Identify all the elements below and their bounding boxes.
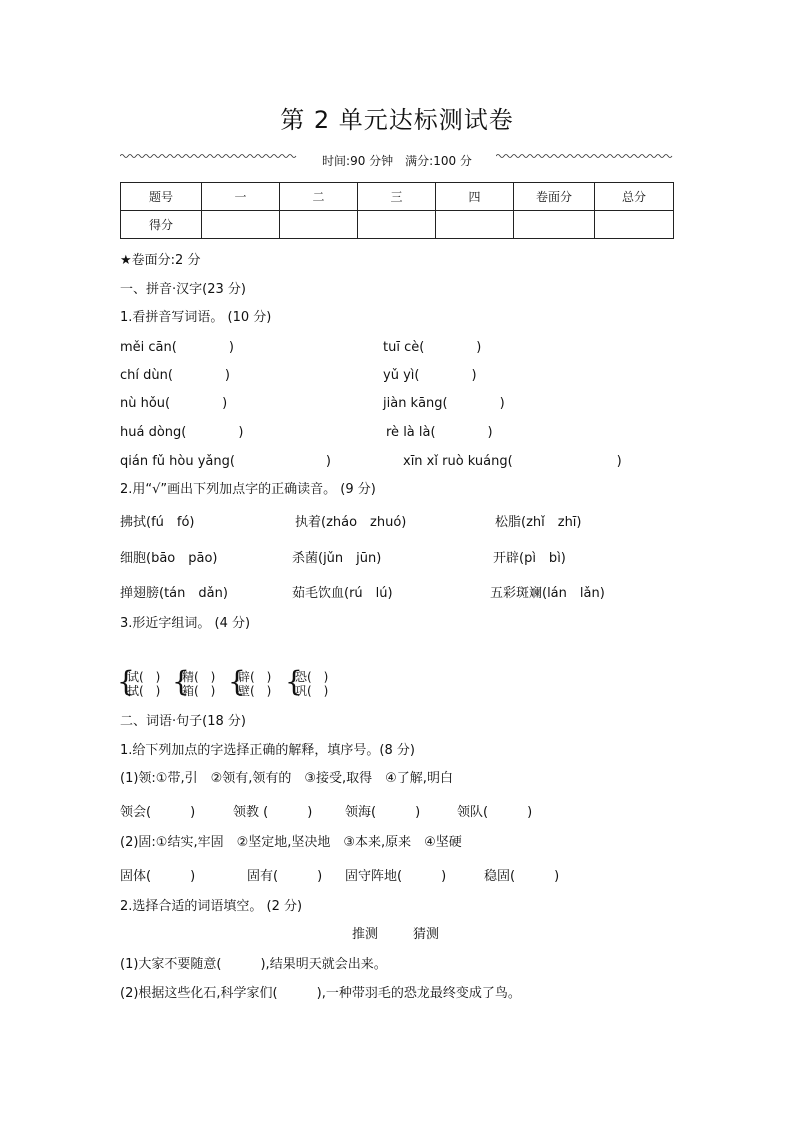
word-item[interactable]: 稳固( ) <box>484 869 560 884</box>
brace-icon: { <box>172 665 190 698</box>
word-item[interactable]: 领会( ) <box>120 805 196 820</box>
pinyin-item[interactable]: rè là là( ) <box>386 425 493 440</box>
word-item[interactable]: 领队( ) <box>457 805 533 820</box>
char-item[interactable]: 拭( ) <box>127 684 161 698</box>
pinyin-item[interactable]: yǔ yì( ) <box>383 368 477 383</box>
q1-prompt: 1.看拼音写词语。 (10 分) <box>120 310 272 325</box>
reading-item[interactable]: 杀菌(jǔn jūn) <box>292 551 382 566</box>
score-cell[interactable] <box>436 211 514 239</box>
decorative-wave-right <box>496 153 674 159</box>
pinyin-item[interactable]: nù hǒu( ) <box>120 396 228 411</box>
neatness-note: ★卷面分:2 分 <box>120 253 201 268</box>
word-option: 猜测 <box>413 927 440 942</box>
section2-heading: 二、词语·句子(18 分) <box>120 714 246 729</box>
char-group[interactable] <box>295 670 328 698</box>
char-item[interactable]: 箱( ) <box>182 684 216 698</box>
word-item[interactable]: 领教 ( ) <box>233 805 313 820</box>
score-header-row <box>121 183 674 211</box>
reading-item[interactable]: 细胞(bāo pāo) <box>120 551 218 566</box>
s2-q2-prompt: 2.选择合适的词语填空。 (2 分) <box>120 899 303 914</box>
score-header-cell: 二 <box>280 183 358 211</box>
definition-gu: (2)固:①结实,牢固 ②坚定地,坚决地 ③本来,原来 ④坚硬 <box>120 835 462 850</box>
score-header-cell: 卷面分 <box>514 183 595 211</box>
pinyin-item[interactable]: měi cān( ) <box>120 340 234 355</box>
reading-item[interactable]: 松脂(zhǐ zhī) <box>495 515 582 530</box>
char-item[interactable]: 巩( ) <box>295 684 329 698</box>
score-table <box>120 182 674 239</box>
word-item[interactable]: 固有( ) <box>247 869 323 884</box>
score-cell[interactable] <box>514 211 595 239</box>
reading-item[interactable]: 开辟(pì bì) <box>493 551 566 566</box>
q3-prompt: 3.形近字组词。 (4 分) <box>120 616 251 631</box>
page-title: 第 2 单元达标测试卷 <box>280 106 514 134</box>
word-item[interactable]: 领海( ) <box>345 805 421 820</box>
brace-icon: { <box>117 665 135 698</box>
char-item[interactable]: 试( ) <box>127 670 161 684</box>
word-option: 推测 <box>352 927 379 942</box>
pinyin-item[interactable]: huá dòng( ) <box>120 425 244 440</box>
char-group[interactable] <box>182 670 215 698</box>
char-item[interactable]: 壁( ) <box>238 684 272 698</box>
pinyin-item[interactable]: qián fǔ hòu yǎng( ) <box>120 454 332 469</box>
pinyin-item[interactable]: chí dùn( ) <box>120 368 231 383</box>
char-item[interactable]: 恐( ) <box>295 670 329 684</box>
reading-item[interactable]: 掸翅膀(tán dǎn) <box>120 586 228 601</box>
score-cell[interactable] <box>358 211 436 239</box>
score-cell[interactable] <box>202 211 280 239</box>
reading-item[interactable]: 茹毛饮血(rú lú) <box>292 586 393 601</box>
sentence-item[interactable]: (2)根据这些化石,科学家们( ),一种带羽毛的恐龙最终变成了鸟。 <box>120 986 521 1001</box>
score-cell[interactable] <box>595 211 674 239</box>
pinyin-item[interactable]: xīn xǐ ruò kuáng( ) <box>403 454 622 469</box>
score-row-label: 得分 <box>121 211 202 239</box>
brace-icon: { <box>285 665 303 698</box>
char-group[interactable] <box>127 670 160 698</box>
score-header-cell: 三 <box>358 183 436 211</box>
reading-item[interactable]: 执着(zháo zhuó) <box>295 515 407 530</box>
score-header-cell: 一 <box>202 183 280 211</box>
q2-prompt: 2.用“√”画出下列加点字的正确读音。 (9 分) <box>120 482 376 497</box>
sentence-item[interactable]: (1)大家不要随意( ),结果明天就会出来。 <box>120 957 387 972</box>
reading-item[interactable]: 五彩斑斓(lán lǎn) <box>490 586 605 601</box>
score-value-row <box>121 211 674 239</box>
char-item[interactable]: 精( ) <box>182 670 216 684</box>
score-cell[interactable] <box>280 211 358 239</box>
score-header-cell: 总分 <box>595 183 674 211</box>
section1-heading: 一、拼音·汉字(23 分) <box>120 282 246 297</box>
score-header-cell: 题号 <box>121 183 202 211</box>
word-item[interactable]: 固体( ) <box>120 869 196 884</box>
char-item[interactable]: 辟( ) <box>238 670 272 684</box>
score-header-cell: 四 <box>436 183 514 211</box>
reading-item[interactable]: 拂拭(fú fó) <box>120 515 195 530</box>
pinyin-item[interactable]: tuī cè( ) <box>383 340 482 355</box>
brace-icon: { <box>228 665 246 698</box>
s2-q1-prompt: 1.给下列加点的字选择正确的解释，填序号。(8 分) <box>120 743 415 758</box>
definition-ling: (1)领:①带,引 ②领有,领有的 ③接受,取得 ④了解,明白 <box>120 771 453 786</box>
pinyin-item[interactable]: jiàn kāng( ) <box>383 396 505 411</box>
word-item[interactable]: 固守阵地( ) <box>345 869 447 884</box>
exam-info: 时间:90 分钟 满分:100 分 <box>322 154 472 168</box>
char-group[interactable] <box>238 670 271 698</box>
